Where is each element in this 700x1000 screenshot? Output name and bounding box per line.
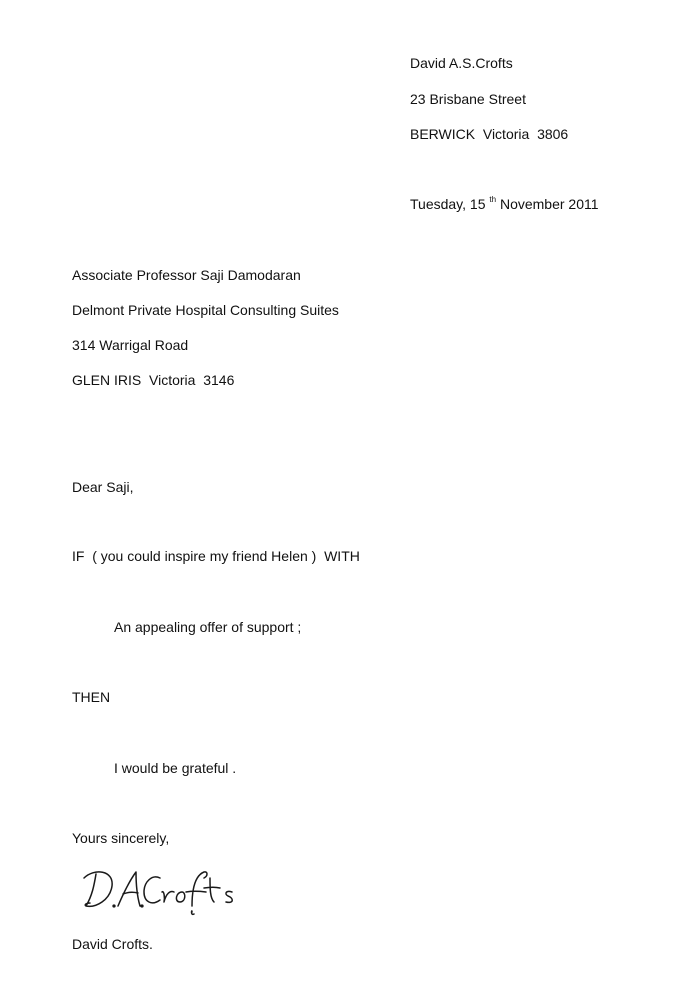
date-suffix: November 2011 [496,196,599,212]
recipient-street: 314 Warrigal Road [72,337,189,353]
body-line-if: IF ( you could inspire my friend Helen ) WITH [72,548,360,564]
recipient-name: Associate Professor Saji Damodaran [72,267,301,283]
handwritten-signature [80,862,250,916]
signoff-name: David Crofts. [72,936,153,952]
letter-date [410,195,599,213]
salutation: Dear Saji, [72,479,134,495]
body-line-then: THEN [72,689,111,705]
sender-locality: BERWICK Victoria 3806 [410,126,569,142]
body-line-grateful: I would be grateful . [114,760,237,776]
recipient-organisation: Delmont Private Hospital Consulting Suites [72,302,339,318]
recipient-locality: GLEN IRIS Victoria 3146 [72,372,235,388]
date-ordinal: th [489,195,497,205]
sender-street: 23 Brisbane Street [410,91,526,107]
date-prefix: Tuesday, 15 [410,196,486,212]
body-line-offer: An appealing offer of support ; [114,619,302,635]
sender-name: David A.S.Crofts [410,55,513,71]
closing: Yours sincerely, [72,830,170,846]
